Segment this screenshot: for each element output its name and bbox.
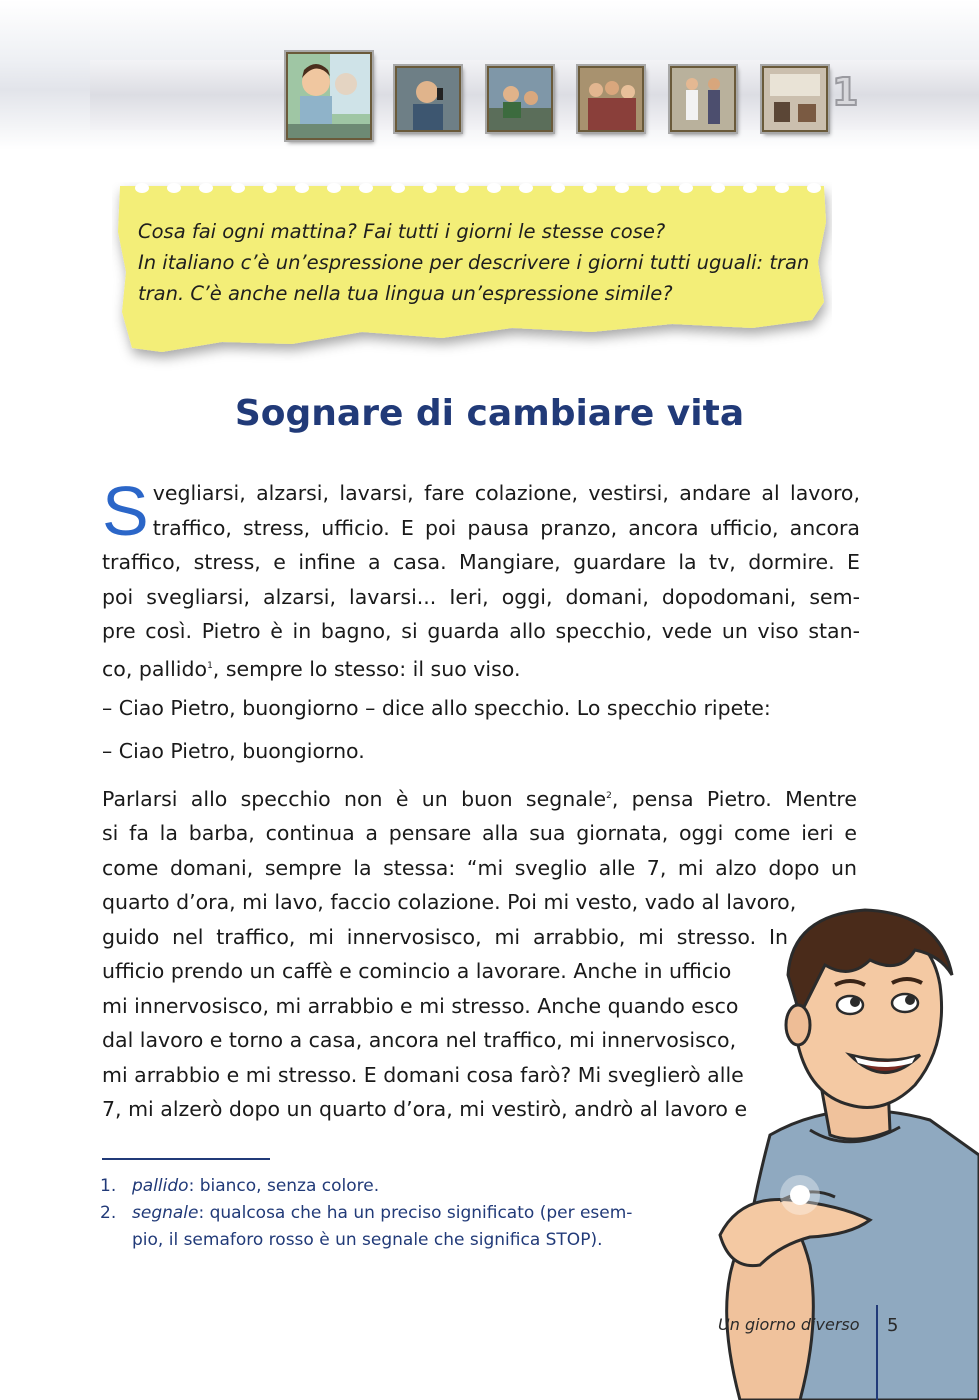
footnote-definition-cont: pio, il semaforo rosso è un segnale che significa STOP). bbox=[132, 1230, 603, 1250]
running-footer-title: Un giorno diverso bbox=[718, 1315, 860, 1334]
footnote-term: segnale bbox=[132, 1203, 199, 1223]
note-line: tran. C’è anche nella tua lingua un’espressione simile? bbox=[138, 282, 673, 305]
man-on-phone-thumbnail bbox=[395, 66, 461, 132]
footnote-definition: : qualcosa che ha un preciso significato (per esem- bbox=[198, 1203, 633, 1223]
text-line: vegliarsi, alzarsi, lavarsi, fare colazione, vestirsi, andare al lavoro, bbox=[152, 481, 860, 505]
footnote-number: 1. bbox=[100, 1176, 117, 1196]
footnotes bbox=[100, 1173, 700, 1254]
footnote-definition: : bianco, senza colore. bbox=[188, 1176, 380, 1196]
text-line: quarto d’ora, mi lavo, faccio colazione. Poi mi vesto, vado al lavoro, bbox=[102, 890, 797, 915]
text-line: pre così. Pietro è in bagno, si guarda allo specchio, vede un viso stan- bbox=[102, 619, 860, 643]
text-line: poi svegliarsi, alzarsi, lavarsi... Ieri, oggi, domani, dopodomani, sem- bbox=[102, 584, 860, 609]
text-line bbox=[102, 649, 860, 686]
chapter-title: Sognare di cambiare vita bbox=[234, 393, 745, 434]
office-scene-thumbnail bbox=[487, 66, 553, 132]
footnote-term: pallido bbox=[132, 1176, 189, 1196]
street-crowd-thumbnail bbox=[578, 66, 644, 132]
text-fragment: Parlarsi allo specchio non è un buon segnale bbox=[102, 786, 607, 811]
couple-walking-thumbnail bbox=[670, 66, 736, 132]
text-line: guido nel traffico, mi innervosisco, mi arrabbio, mi stresso. In bbox=[102, 924, 788, 949]
footnote-2 bbox=[100, 1200, 700, 1254]
text-line: traffico, stress, ufficio. E poi pausa pranzo, ancora ufficio, ancora bbox=[152, 515, 860, 540]
paragraph-1 bbox=[102, 472, 860, 686]
text-fragment: co, pallido bbox=[102, 656, 208, 681]
footnote-ref-2: 2 bbox=[606, 791, 612, 801]
text-line: dal lavoro e torno a casa, ancora nel traffico, mi innervosisco, bbox=[102, 1028, 737, 1053]
footnote-rule bbox=[102, 1158, 270, 1160]
man-at-mirror-thumbnail bbox=[286, 52, 372, 140]
text-fragment: , sempre lo stesso: il suo viso. bbox=[212, 656, 521, 681]
dialog-line-1 bbox=[102, 691, 860, 726]
text-line: mi arrabbio e mi stresso. E domani cosa farò? Mi sveglierò alle bbox=[102, 1062, 744, 1087]
note-line: In italiano c’è un’espressione per descrivere i giorni tutti uguali: tran bbox=[138, 251, 810, 274]
footer-rule bbox=[876, 1305, 878, 1400]
text-line: come domani, sempre la stessa: “mi sveglio alle 7, mi alzo dopo un bbox=[102, 855, 857, 880]
footnote-number: 2. bbox=[100, 1203, 117, 1223]
note-line: Cosa fai ogni mattina? Fai tutti i giorni le stesse cose? bbox=[138, 220, 666, 243]
text-fragment: , pensa Pietro. Mentre bbox=[611, 786, 857, 811]
note-text bbox=[138, 216, 818, 309]
text-line: – Ciao Pietro, buongiorno. bbox=[102, 739, 365, 763]
text-line: traffico, stress, e infine a casa. Mangiare, guardare la tv, dormire. E bbox=[102, 550, 860, 574]
cafe-scene-thumbnail bbox=[762, 66, 828, 132]
text-line bbox=[102, 779, 857, 816]
text-line: mi innervosisco, mi arrabbio e mi stresso. Anche quando esco bbox=[102, 993, 739, 1018]
footnote-1 bbox=[100, 1173, 700, 1200]
dialog-line-2 bbox=[102, 734, 860, 769]
text-line: ufficio prendo un caffè e comincio a lavorare. Anche in ufficio bbox=[102, 959, 732, 984]
drop-cap: S bbox=[102, 472, 149, 550]
page-number: 5 bbox=[887, 1315, 899, 1336]
chapter-number: 1 bbox=[832, 70, 859, 114]
text-line: 7, mi alzerò dopo un quarto d’ora, mi vestirò, andrò al lavoro e bbox=[102, 1097, 748, 1122]
text-line: – Ciao Pietro, buongiorno – dice allo specchio. Lo specchio ripete: bbox=[102, 696, 771, 720]
text-line: si fa la barba, continua a pensare alla sua giornata, oggi come ieri e bbox=[102, 821, 857, 846]
footnote-ref-1: 1 bbox=[207, 660, 213, 671]
